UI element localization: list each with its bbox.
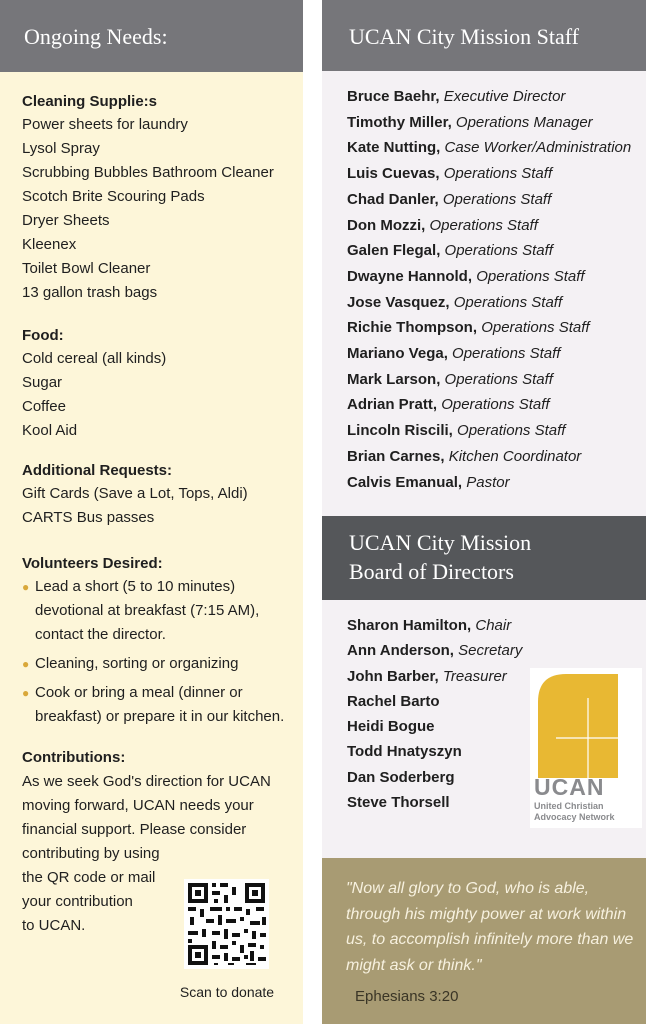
- staff-row: Kate Nutting, Case Worker/Administration: [347, 139, 632, 157]
- contribution-line: the QR code or mail: [22, 869, 156, 886]
- contribution-line: moving forward, UCAN needs your: [22, 797, 254, 814]
- ongoing-needs-column: [0, 0, 303, 1024]
- ucan-cross-logo-icon: [538, 674, 618, 778]
- board-row: Ann Anderson, Secretary: [347, 642, 523, 660]
- bullet-icon: ●: [22, 580, 30, 594]
- board-row: Todd Hnatyszyn: [347, 743, 462, 761]
- board-row: Sharon Hamilton, Chair: [347, 617, 512, 634]
- staff-row: Bruce Baehr, Executive Director: [347, 88, 566, 105]
- ucan-logo: [530, 668, 642, 828]
- list-item: Sugar: [22, 374, 63, 391]
- list-item: Power sheets for laundry: [22, 116, 188, 133]
- contribution-line: As we seek God's direction for UCAN: [22, 773, 271, 790]
- volunteer-item: ● Cleaning, sorting or organizing: [22, 652, 297, 676]
- list-item: Dryer Sheets: [22, 212, 110, 229]
- ongoing-needs-header: Ongoing Needs:: [0, 0, 303, 72]
- scripture-reference: Ephesians 3:20: [355, 988, 459, 1005]
- volunteers-section: [22, 553, 297, 729]
- scripture-quote: "Now all glory to God, who is able, through his mighty power at work within us, to accomplish infinitely more than we might ask or think.": [346, 880, 634, 974]
- staff-row: Lincoln Riscili, Operations Staff: [347, 422, 566, 440]
- staff-column: [322, 0, 646, 1024]
- staff-row: Richie Thompson, Operations Staff: [347, 319, 590, 337]
- food-section: [22, 325, 292, 443]
- staff-row: Adrian Pratt, Operations Staff: [347, 396, 550, 414]
- staff-row: Calvis Emanual, Pastor: [347, 473, 510, 491]
- board-row: Heidi Bogue: [347, 718, 435, 736]
- staff-row: Timothy Miller, Operations Manager: [347, 113, 593, 131]
- board-list: [347, 613, 537, 815]
- list-item: Kleenex: [22, 236, 77, 253]
- list-item: 13 gallon trash bags: [22, 284, 158, 301]
- list-item: Gift Cards (Save a Lot, Tops, Aldi): [22, 485, 248, 502]
- staff-header: UCAN City Mission Staff: [322, 0, 646, 71]
- cleaning-supplies-title: Cleaning Supplie:s: [22, 93, 158, 110]
- volunteers-title: Volunteers Desired:: [22, 555, 163, 572]
- contribution-line: to UCAN.: [22, 917, 86, 934]
- additional-requests-section: [22, 460, 292, 530]
- board-header-line1: UCAN City Mission: [349, 530, 532, 555]
- staff-list: [347, 84, 642, 495]
- additional-requests-title: Additional Requests:: [22, 462, 173, 479]
- list-item: Lysol Spray: [22, 140, 100, 157]
- board-row: John Barber, Treasurer: [347, 667, 507, 685]
- volunteer-item: ● Cook or bring a meal (dinner or breakfast) or prepare it in our kitchen.: [22, 681, 290, 729]
- board-row: Dan Soderberg: [347, 768, 455, 786]
- column-gutter: [303, 0, 322, 1024]
- staff-row: Mariano Vega, Operations Staff: [347, 345, 561, 363]
- list-item: Scrubbing Bubbles Bathroom Cleaner: [22, 164, 274, 181]
- staff-row: Dwayne Hannold, Operations Staff: [347, 267, 585, 285]
- staff-row: Jose Vasquez, Operations Staff: [347, 293, 563, 311]
- cleaning-supplies-section: [22, 91, 292, 305]
- bullet-icon: ●: [22, 657, 30, 671]
- cleaning-list: [22, 113, 292, 305]
- staff-row: Brian Carnes, Kitchen Coordinator: [347, 447, 582, 465]
- list-item: CARTS Bus passes: [22, 509, 155, 526]
- volunteer-item: ● Lead a short (5 to 10 minutes) devotional at breakfast (7:15 AM), contact the director.: [22, 575, 265, 647]
- board-header-line2: Board of Directors: [349, 559, 514, 584]
- list-item: Coffee: [22, 398, 66, 415]
- contributions-title: Contributions:: [22, 749, 126, 766]
- ucan-wordmark: UCAN: [534, 774, 605, 800]
- contribution-line: financial support. Please consider: [22, 821, 247, 838]
- food-title: Food:: [22, 327, 64, 344]
- staff-row: Chad Danler, Operations Staff: [347, 190, 552, 208]
- list-item: Scotch Brite Scouring Pads: [22, 188, 205, 205]
- bullet-icon: ●: [22, 686, 30, 700]
- list-item: Cold cereal (all kinds): [22, 350, 167, 367]
- donate-qr-code[interactable]: [184, 879, 269, 969]
- staff-row: Don Mozzi, Operations Staff: [347, 216, 538, 234]
- contribution-line: your contribution: [22, 893, 133, 910]
- board-row: Steve Thorsell: [347, 794, 450, 812]
- list-item: Toilet Bowl Cleaner: [22, 260, 151, 277]
- staff-row: Galen Flegal, Operations Staff: [347, 242, 553, 260]
- qr-caption: Scan to donate: [179, 984, 275, 1000]
- ucan-subtitle: United Christian Advocacy Network: [534, 801, 615, 822]
- board-header: [322, 516, 646, 600]
- board-row: Rachel Barto: [347, 692, 440, 710]
- list-item: Kool Aid: [22, 422, 78, 439]
- staff-row: Luis Cuevas, Operations Staff: [347, 165, 553, 183]
- scripture-quote-box: [322, 858, 646, 1024]
- staff-row: Mark Larson, Operations Staff: [347, 370, 553, 388]
- contribution-line: contributing by using: [22, 845, 160, 862]
